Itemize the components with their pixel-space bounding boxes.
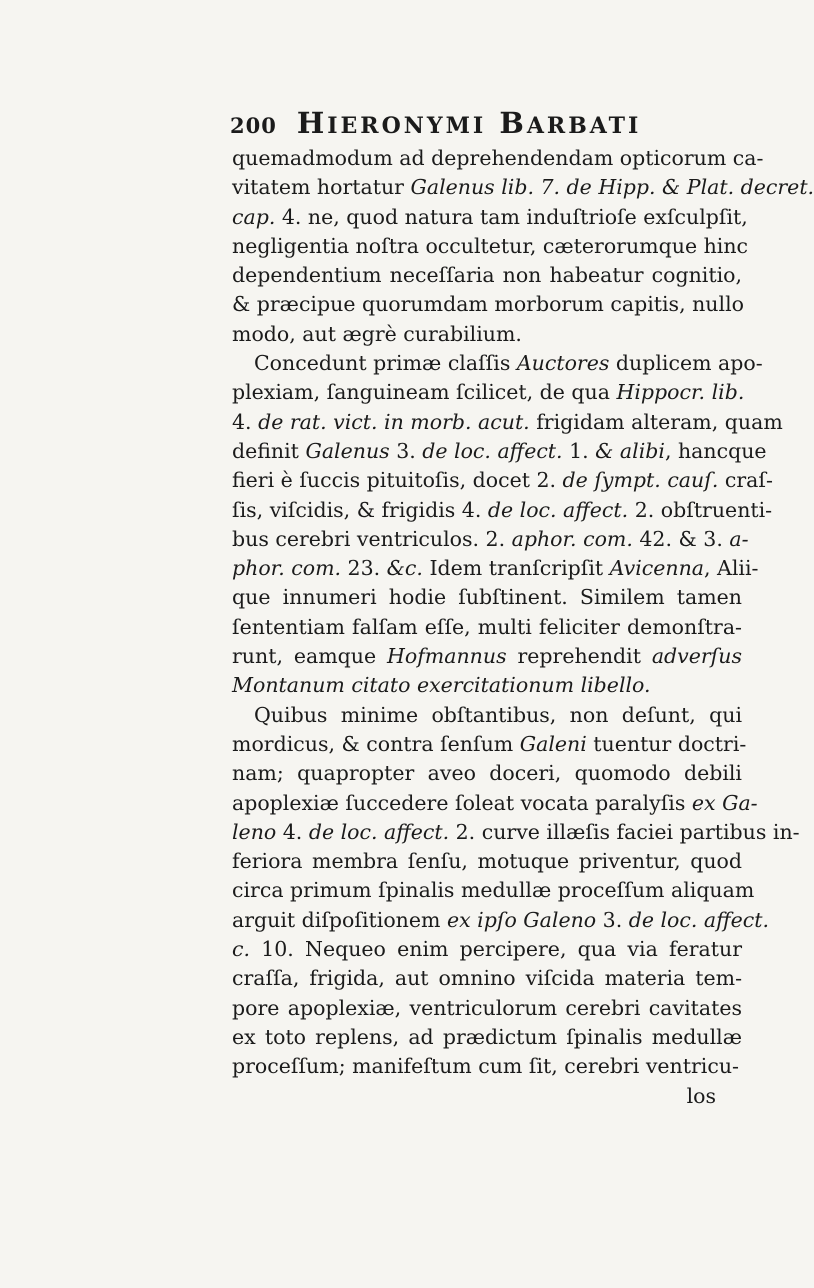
- italic-citation: Galenus: [305, 438, 390, 463]
- text-run: negligentia noſtra occultetur, cæterorumque hinc: [232, 233, 749, 258]
- text-run: apoplexiæ ſuccedere ſoleat vocata paralyſis: [232, 790, 692, 815]
- text-line: [232, 730, 747, 759]
- text-run: runt, eamque: [232, 644, 387, 669]
- text-run: 1.: [562, 438, 596, 463]
- text-run: reprehendit: [506, 644, 652, 669]
- text-run: feriora membra ſenſu, motuque priventur, quod: [232, 849, 742, 874]
- text-line: [232, 290, 742, 319]
- text-line: [232, 906, 770, 935]
- catchword: los: [686, 1083, 716, 1108]
- text-line: [232, 525, 749, 554]
- text-run: nam; quapropter aveo doceri, quomodo debili: [232, 761, 742, 786]
- running-head-initial-1: H: [296, 106, 328, 140]
- running-head-rest-2: ARBATI: [526, 113, 642, 139]
- italic-citation: ex Ga-: [691, 790, 758, 815]
- text-line: [232, 994, 742, 1023]
- text-run: vitatem hortatur: [232, 175, 411, 200]
- running-head: [297, 106, 641, 140]
- text-line: [232, 378, 745, 407]
- text-run: 23.: [341, 556, 387, 581]
- text-run: dependentium neceſſaria non habeatur cognitio,: [232, 263, 742, 288]
- text-run: 2. obſtruenti-: [628, 497, 773, 522]
- italic-citation: de loc. affect.: [308, 819, 450, 844]
- text-line: [232, 173, 814, 202]
- text-run: 4. ne, quod natura tam induſtrioſe exſculpſit,: [275, 204, 748, 229]
- text-run: que innumeri hodie ſubſtinent. Similem tamen: [232, 585, 742, 610]
- running-head-initial-2: B: [499, 106, 527, 140]
- text-run: frigidam alteram, quam: [529, 409, 783, 434]
- text-line: [232, 1052, 742, 1081]
- text-run: 2. curve illæſis faciei partibus in-: [449, 819, 800, 844]
- italic-citation: adverſus: [651, 644, 742, 669]
- text-run: ſis, viſcidis, & frigidis 4.: [232, 497, 488, 522]
- text-run: bus cerebri ventriculos. 2.: [232, 526, 512, 551]
- italic-citation: de rat. vict. in morb. acut.: [258, 409, 530, 434]
- italic-citation: a-: [729, 526, 749, 551]
- text-line: [232, 642, 742, 671]
- italic-citation: & alibi: [595, 438, 665, 463]
- text-line: [232, 613, 742, 642]
- text-run: mordicus, & contra ſenſum: [232, 731, 520, 756]
- text-line: [232, 261, 742, 290]
- italic-citation: Montanum citato exercitationum libello.: [232, 673, 651, 698]
- text-line: [232, 554, 759, 583]
- text-run: Quibus minime obſtantibus, non deſunt, qui: [254, 702, 742, 727]
- italic-citation: leno: [232, 819, 277, 844]
- italic-citation: Hippocr. lib.: [616, 380, 745, 405]
- text-run: fieri è ſuccis pituitoſis, docet 2.: [232, 468, 563, 493]
- text-run: 3.: [389, 438, 423, 463]
- italic-citation: Auctores: [516, 351, 610, 376]
- text-line: [232, 789, 758, 818]
- text-run: 4.: [276, 819, 309, 844]
- text-run: craſ-: [718, 468, 773, 493]
- text-line: [232, 759, 742, 788]
- text-line: [232, 437, 767, 466]
- text-line: [232, 496, 773, 525]
- text-line: [232, 876, 755, 905]
- text-run: ex toto replens, ad prædictum ſpinalis medullæ: [232, 1024, 742, 1049]
- text-line: [232, 583, 742, 612]
- text-run: quemadmodum ad deprehendendam opticorum ca-: [232, 146, 764, 170]
- text-line: [232, 671, 742, 700]
- text-run: Idem tranſcripſit: [422, 556, 610, 581]
- text-line: [232, 232, 749, 261]
- text-line: [232, 935, 742, 964]
- italic-citation: aphor. com.: [511, 526, 633, 551]
- text-line: [232, 349, 763, 378]
- italic-citation: de loc. affect.: [628, 907, 770, 932]
- body-text: [232, 144, 814, 1111]
- text-run: ſententiam falſam eſſe, multi feliciter demonſtra-: [232, 614, 742, 639]
- text-run: circa primum ſpinalis medullæ proceſſum aliquam: [232, 878, 755, 903]
- page-header: [230, 106, 710, 140]
- italic-citation: Avicenna: [609, 556, 705, 581]
- italic-citation: Hofmannus: [387, 644, 507, 669]
- italic-citation: ex ipſo Galeno: [446, 907, 597, 932]
- text-run: 4.: [232, 409, 259, 434]
- text-run: pore apoplexiæ, ventriculorum cerebri cavitates: [232, 995, 742, 1020]
- text-line: [232, 203, 748, 232]
- text-run: arguit diſpoſitionem: [232, 907, 447, 932]
- italic-citation: Galenus lib. 7. de Hipp. & Plat. decret.: [410, 175, 814, 200]
- text-line: [232, 144, 764, 173]
- italic-citation: phor. com.: [232, 556, 342, 581]
- text-line: [232, 818, 800, 847]
- text-line: [232, 847, 742, 876]
- text-run: 3.: [596, 907, 629, 932]
- page-number: 200: [230, 113, 277, 138]
- text-run: duplicem apo-: [609, 351, 763, 376]
- text-run: & præcipue quorumdam morborum capitis, nullo: [232, 292, 744, 317]
- text-run: plexiam, ſanguineam ſcilicet, de qua: [232, 380, 617, 405]
- text-run: definit: [232, 438, 306, 463]
- italic-citation: &c.: [386, 556, 423, 581]
- italic-citation: cap.: [232, 204, 276, 229]
- text-run: , hancque: [664, 438, 767, 463]
- text-line: [232, 320, 742, 349]
- text-run: proceſſum; manifeſtum cum ſit, cerebri ventricu-: [232, 1054, 739, 1079]
- italic-citation: de loc. affect.: [487, 497, 629, 522]
- text-run: Concedunt primæ claſſis: [254, 351, 517, 376]
- italic-citation: c.: [232, 937, 250, 962]
- text-run: , Alii-: [704, 556, 759, 581]
- text-run: craſſa, frigida, aut omnino viſcida materia tem-: [232, 966, 742, 991]
- running-head-rest-1: IERONYMI: [327, 113, 487, 139]
- text-line: [232, 1023, 742, 1052]
- text-line: [232, 408, 783, 437]
- italic-citation: de loc. affect.: [422, 438, 563, 463]
- text-run: 10. Nequeo enim percipere, qua via feratur: [250, 937, 742, 962]
- text-run: tuentur doctri-: [586, 731, 747, 756]
- text-line: [232, 701, 742, 730]
- text-run: modo, aut ægrè curabilium.: [232, 321, 522, 346]
- italic-citation: Galeni: [519, 731, 587, 756]
- text-line: [232, 466, 773, 495]
- text-run: 42. & 3.: [632, 526, 730, 551]
- text-line: [232, 964, 742, 993]
- italic-citation: de ſympt. cauſ.: [562, 468, 719, 493]
